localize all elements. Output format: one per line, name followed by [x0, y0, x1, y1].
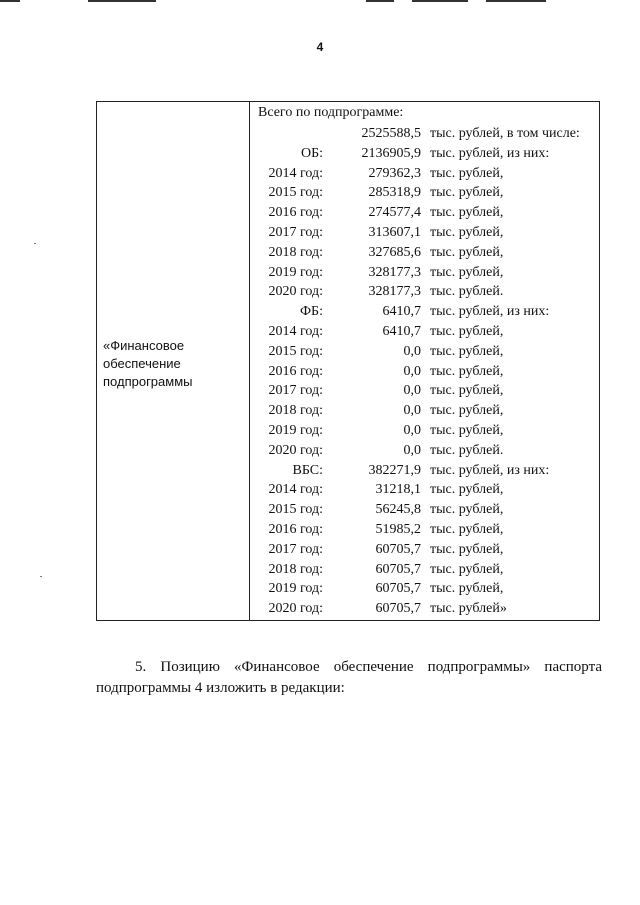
row-value: 56245,8: [375, 502, 421, 518]
amount-row: [250, 282, 599, 302]
amount-row: [250, 183, 599, 203]
row-label: 2014 год:: [268, 323, 323, 339]
row-label: 2017 год:: [268, 383, 323, 399]
amount-row: [250, 302, 599, 322]
row-label: ОБ:: [300, 145, 323, 161]
amount-row: [250, 223, 599, 243]
row-unit: тыс. рублей.: [430, 284, 504, 300]
row-unit: тыс. рублей,: [430, 541, 504, 557]
row-value: 0,0: [403, 442, 421, 458]
row-unit: тыс. рублей.: [430, 442, 504, 458]
position-cell: [97, 102, 250, 620]
amount-row: [250, 381, 599, 401]
row-label: 2020 год:: [268, 601, 323, 617]
amount-row: [250, 203, 599, 223]
row-unit: тыс. рублей, в том числе:: [430, 126, 580, 141]
row-value: 6410,7: [382, 323, 421, 339]
row-unit: тыс. рублей,: [430, 323, 504, 339]
row-unit: тыс. рублей,: [430, 521, 504, 537]
row-value: 274577,4: [368, 205, 421, 221]
row-value: 382271,9: [368, 462, 421, 478]
scan-edge-mark: [486, 0, 546, 2]
row-value: 60705,7: [375, 541, 421, 557]
row-unit: тыс. рублей,: [430, 363, 504, 379]
amount-row: [250, 322, 599, 342]
row-value: 2525588,5: [361, 126, 421, 141]
amount-row: [250, 540, 599, 560]
row-label: 2014 год:: [268, 482, 323, 498]
row-label: 2018 год:: [268, 561, 323, 577]
page-number: 4: [316, 40, 324, 54]
row-value: 60705,7: [375, 601, 421, 617]
row-unit: тыс. рублей»: [430, 601, 507, 617]
amount-row: [250, 421, 599, 441]
amount-row: [250, 164, 599, 184]
amount-row: [250, 560, 599, 580]
row-value: 0,0: [403, 422, 421, 438]
row-label: 2019 год:: [268, 581, 323, 597]
row-unit: тыс. рублей,: [430, 264, 504, 280]
position-label: «Финансовое обеспечение подпрограммы: [103, 338, 193, 389]
row-value: 328177,3: [368, 284, 421, 300]
row-label: 2018 год:: [268, 244, 323, 260]
row-unit: тыс. рублей,: [430, 561, 504, 577]
row-value: 0,0: [403, 363, 421, 379]
row-unit: тыс. рублей,: [430, 165, 504, 181]
row-label: 2019 год:: [268, 264, 323, 280]
row-value: 328177,3: [368, 264, 421, 280]
row-value: 31218,1: [375, 482, 421, 498]
amount-row: [250, 500, 599, 520]
row-value: 279362,3: [368, 165, 421, 181]
amount-row: [250, 144, 599, 164]
scan-edge-mark: [412, 0, 468, 2]
row-unit: тыс. рублей,: [430, 403, 504, 419]
row-unit: тыс. рублей,: [430, 581, 504, 597]
row-value: 0,0: [403, 343, 421, 359]
row-value: 0,0: [403, 403, 421, 419]
row-label: 2015 год:: [268, 185, 323, 201]
row-value: 313607,1: [368, 224, 421, 240]
row-label: 2019 год:: [268, 422, 323, 438]
row-unit: тыс. рублей,: [430, 185, 504, 201]
scan-edge-mark: [88, 0, 156, 2]
amount-row: [250, 480, 599, 500]
row-label: 2016 год:: [268, 521, 323, 537]
amount-row: [250, 441, 599, 461]
row-unit: тыс. рублей,: [430, 383, 504, 399]
row-unit: тыс. рублей,: [430, 244, 504, 260]
row-label: 2016 год:: [268, 205, 323, 221]
row-unit: тыс. рублей,: [430, 205, 504, 221]
row-label: 2017 год:: [268, 541, 323, 557]
row-label: 2018 год:: [268, 403, 323, 419]
row-unit: тыс. рублей, из них:: [430, 304, 550, 320]
amount-row: [250, 461, 599, 481]
instruction-paragraph: 5. Позицию «Финансовое обеспечение подпрограммы» паспорта подпрограммы 4 изложить в редакции:: [96, 659, 602, 696]
row-value: 285318,9: [368, 185, 421, 201]
row-label: 2017 год:: [268, 224, 323, 240]
amount-row: [250, 520, 599, 540]
row-value: 2136905,9: [361, 145, 421, 161]
row-label: ФБ:: [300, 304, 323, 320]
scan-edge-mark: [366, 0, 394, 2]
row-label: 2015 год:: [268, 502, 323, 518]
scan-speck: [34, 243, 36, 244]
amount-rows: [250, 124, 599, 619]
financing-table: [96, 101, 600, 621]
row-unit: тыс. рублей,: [430, 422, 504, 438]
row-label: 2016 год:: [268, 363, 323, 379]
row-unit: тыс. рублей,: [430, 224, 504, 240]
row-value: 327685,6: [368, 244, 421, 260]
scan-speck: [40, 576, 42, 577]
row-value: 51985,2: [375, 521, 421, 537]
amount-row: [250, 263, 599, 283]
amount-row: [250, 401, 599, 421]
amount-row: [250, 579, 599, 599]
amount-row: [250, 342, 599, 362]
amount-row: [250, 362, 599, 382]
row-unit: тыс. рублей,: [430, 482, 504, 498]
row-unit: тыс. рублей, из них:: [430, 145, 550, 161]
row-label: 2020 год:: [268, 284, 323, 300]
amount-row: [250, 599, 599, 619]
row-label: 2014 год:: [268, 165, 323, 181]
row-unit: тыс. рублей, из них:: [430, 462, 550, 478]
total-header: Всего по подпрограмме:: [258, 105, 404, 120]
row-value: 60705,7: [375, 561, 421, 577]
row-label: ВБС:: [292, 462, 323, 478]
row-unit: тыс. рублей,: [430, 502, 504, 518]
row-value: 0,0: [403, 383, 421, 399]
row-unit: тыс. рублей,: [430, 343, 504, 359]
row-value: 6410,7: [382, 304, 421, 320]
scan-edge-mark: [0, 0, 20, 2]
row-label: 2015 год:: [268, 343, 323, 359]
amounts-cell: [250, 102, 599, 620]
amount-row: [250, 243, 599, 263]
row-label: 2020 год:: [268, 442, 323, 458]
amount-row: [250, 124, 599, 144]
row-value: 60705,7: [375, 581, 421, 597]
